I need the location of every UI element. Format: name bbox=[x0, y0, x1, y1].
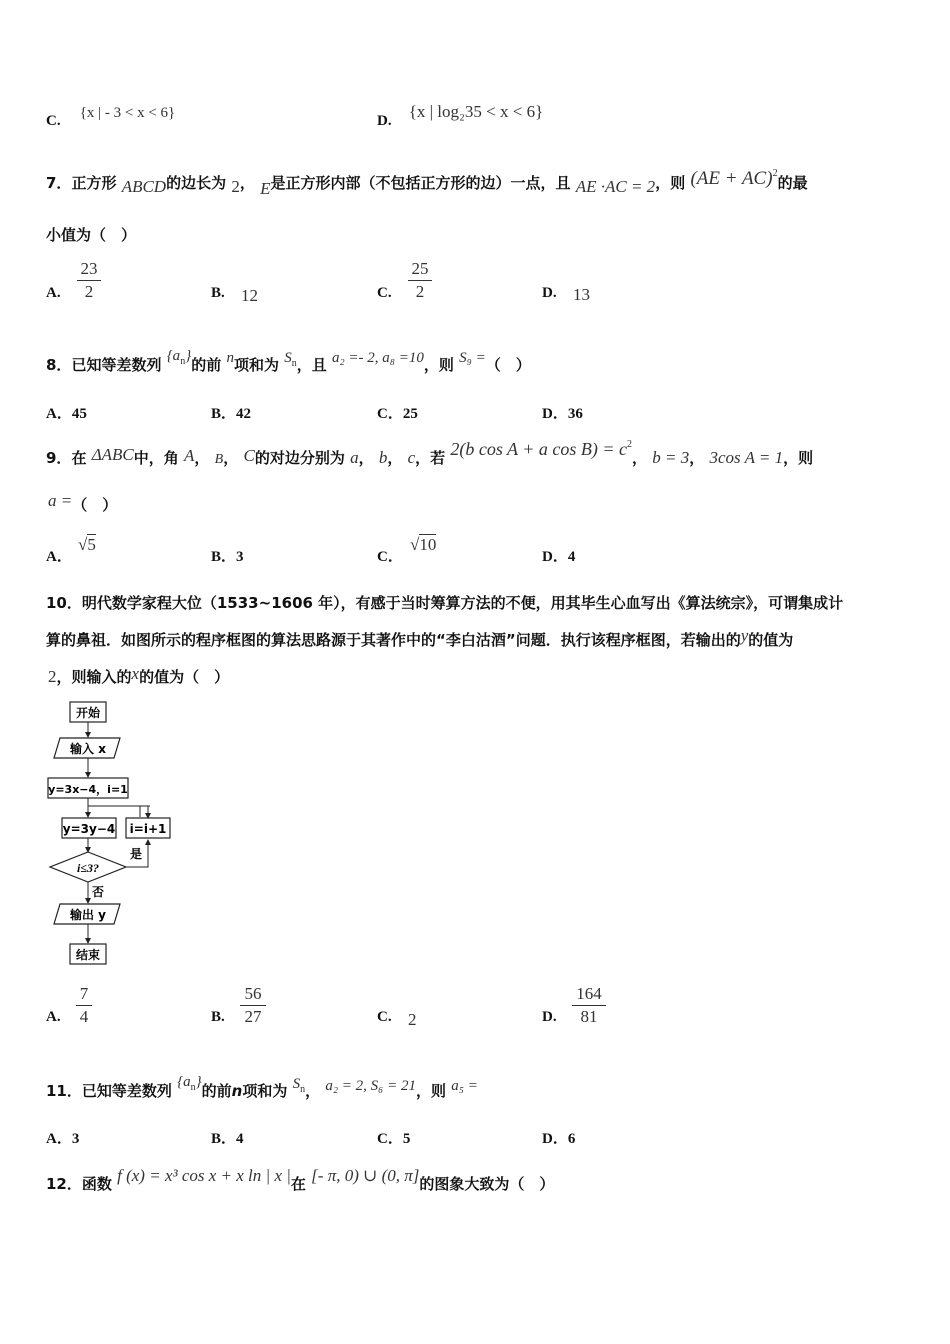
stem-text: 的值为（ ） bbox=[139, 668, 230, 686]
denominator: 27 bbox=[244, 1007, 262, 1026]
fraction-bar bbox=[240, 1005, 266, 1006]
flow-condition-text: i≤3? bbox=[77, 861, 99, 875]
math-triangle: ΔABC bbox=[91, 445, 134, 464]
option-value: 36 bbox=[567, 406, 583, 422]
math-output-value: 2 bbox=[48, 667, 57, 686]
option-label: C. bbox=[46, 113, 61, 129]
math-exponent: 2 bbox=[626, 439, 632, 450]
denominator: 2 bbox=[415, 282, 425, 301]
math-target: a = bbox=[48, 491, 73, 510]
option-value: 3 bbox=[71, 1131, 80, 1147]
q10-option-b-fraction bbox=[240, 984, 266, 1027]
stem-text: ， bbox=[387, 449, 403, 467]
q10-option-a-fraction bbox=[76, 984, 92, 1027]
math-equation bbox=[450, 439, 632, 459]
question-number: 9． bbox=[46, 449, 72, 467]
stem-text: 算的鼻祖．如图所示的程序框图的算法思路源于其著作中的“李白沽酒”问题．执行该程序框图，若输出的 bbox=[46, 631, 741, 649]
math-expr-base: (AE + AC) bbox=[690, 168, 773, 189]
stem-text: ，且 bbox=[296, 356, 327, 374]
stem-text: 的最 bbox=[777, 174, 808, 192]
q11-stem bbox=[46, 1074, 478, 1103]
q9-stem-line2 bbox=[48, 491, 118, 515]
math-subscript: n bbox=[300, 1084, 306, 1095]
q8-option-b bbox=[211, 402, 251, 423]
q8-option-c bbox=[377, 402, 418, 423]
option-value: 25 bbox=[402, 406, 418, 422]
q8-option-a bbox=[46, 402, 87, 423]
q7-option-d-label: D. bbox=[542, 285, 557, 301]
numerator: 25 bbox=[411, 259, 429, 278]
q10-option-d-label: D. bbox=[542, 1009, 557, 1025]
q7-option-b-value: 12 bbox=[241, 286, 258, 305]
math-subscript: n bbox=[180, 356, 186, 367]
stem-text: ，则 bbox=[655, 174, 686, 192]
option-label: D． bbox=[542, 1131, 568, 1147]
option-value: 3 bbox=[236, 549, 244, 565]
option-label: A． bbox=[46, 1131, 72, 1147]
math-seq-close: } bbox=[185, 348, 192, 364]
numerator: 164 bbox=[576, 984, 602, 1003]
q9-option-a-value: √5 bbox=[78, 535, 96, 554]
question-number: 12． bbox=[46, 1175, 82, 1193]
stem-text: 已知等差数列 bbox=[71, 356, 162, 374]
math-dot-product: AE ·AC = 2 bbox=[575, 177, 656, 196]
option-label: D. bbox=[377, 113, 392, 129]
q12-stem bbox=[46, 1166, 555, 1194]
option-value: 5 bbox=[402, 1131, 411, 1147]
q9-option-c-label: C． bbox=[377, 549, 403, 565]
stem-text: ， bbox=[631, 449, 647, 467]
flow-input-text: 输入 x bbox=[70, 742, 106, 756]
flow-init-text: y=3x−4，i=1 bbox=[48, 783, 128, 796]
q9-option-c-value: √10 bbox=[410, 535, 437, 554]
q7-option-b-label: B. bbox=[211, 285, 225, 301]
fraction-bar bbox=[408, 280, 432, 281]
stem-text: 已知等差数列 bbox=[81, 1082, 172, 1100]
option-label: C． bbox=[377, 406, 403, 422]
stem-text: 项和为 bbox=[233, 356, 279, 374]
q9-option-d bbox=[542, 545, 575, 566]
math-seq-open: {a bbox=[166, 348, 181, 364]
option-value: 4 bbox=[236, 1131, 244, 1147]
option-label: B． bbox=[211, 1131, 237, 1147]
denominator: 2 bbox=[84, 282, 94, 301]
stem-text: ， bbox=[689, 449, 705, 467]
option-value: {x | log₂35 < x < 6} bbox=[408, 102, 544, 121]
q9-option-b bbox=[211, 545, 244, 566]
q7-option-d-value: 13 bbox=[573, 285, 590, 304]
math-target: S₉ = bbox=[459, 350, 486, 366]
flow-start-text: 开始 bbox=[75, 706, 101, 720]
q10-stem-line3 bbox=[48, 666, 229, 687]
math-y: y bbox=[740, 626, 749, 645]
math-cos-value: 3cos A = 1 bbox=[709, 448, 784, 467]
option-label: D． bbox=[542, 549, 568, 565]
stem-text: ，则 bbox=[783, 449, 814, 467]
flow-update-i-text: i=i+1 bbox=[129, 822, 167, 836]
math-subscript: n bbox=[190, 1082, 196, 1093]
math-b-value: b = 3 bbox=[652, 448, 690, 467]
q11-option-b bbox=[211, 1127, 244, 1148]
q7-option-c-label: C. bbox=[377, 285, 392, 301]
fraction-bar bbox=[76, 1005, 92, 1006]
q10-stem-line2 bbox=[46, 626, 794, 650]
stem-text: ，则 bbox=[416, 1082, 447, 1100]
q8-option-d bbox=[542, 402, 583, 423]
denominator: 4 bbox=[79, 1007, 89, 1026]
stem-text: ， bbox=[358, 449, 374, 467]
flow-no-label: 否 bbox=[92, 885, 105, 899]
q10-option-c-value: 2 bbox=[408, 1010, 417, 1029]
math-sum bbox=[292, 1076, 306, 1095]
numerator: 23 bbox=[80, 259, 98, 278]
math-condition: a₂ =- 2, a₈ =10 bbox=[331, 350, 424, 366]
option-value: {x | - 3 < x < 6} bbox=[79, 105, 176, 121]
stem-text: （ ） bbox=[485, 356, 531, 374]
math-point: E bbox=[260, 179, 271, 198]
option-value: 4 bbox=[567, 549, 576, 565]
q10-option-a-label: A. bbox=[46, 1009, 61, 1025]
option-label: B． bbox=[211, 549, 237, 565]
math-sequence bbox=[177, 1074, 202, 1093]
q9-option-a-label: A． bbox=[46, 549, 72, 565]
stem-text: ，若 bbox=[415, 449, 446, 467]
radicand: 10 bbox=[419, 535, 437, 554]
math-condition: a₂ = 2, S₆ = 21 bbox=[325, 1078, 417, 1094]
math-expression bbox=[690, 168, 777, 189]
math-side-b: b bbox=[378, 448, 388, 467]
q7-option-a-label: A. bbox=[46, 285, 61, 301]
q11-option-d bbox=[542, 1127, 575, 1148]
math-square: ABCD bbox=[121, 177, 167, 196]
q7-stem-line2: 小值为（ ） bbox=[46, 226, 137, 244]
option-label: B． bbox=[211, 406, 237, 422]
stem-text: 的对边分别为 bbox=[254, 449, 345, 467]
q11-option-c bbox=[377, 1127, 410, 1148]
q6-option-c bbox=[46, 105, 176, 130]
flow-yes-label: 是 bbox=[130, 847, 143, 861]
stem-text: 正方形 bbox=[71, 174, 117, 192]
math-target: a₅ = bbox=[451, 1078, 478, 1094]
math-sequence bbox=[166, 348, 192, 367]
stem-text: 的值为 bbox=[748, 631, 794, 649]
flowchart bbox=[44, 700, 184, 975]
flow-update-y-text: y=3y−4 bbox=[62, 822, 116, 836]
fraction-bar bbox=[77, 280, 101, 281]
stem-text: ， bbox=[239, 174, 255, 192]
numerator: 56 bbox=[244, 984, 262, 1003]
stem-text: 是正方形内部（不包括正方形的边）一点，且 bbox=[270, 174, 571, 192]
stem-text: 在 bbox=[71, 449, 87, 467]
math-side: 2 bbox=[231, 177, 240, 196]
q9-stem-line1 bbox=[46, 439, 814, 468]
stem-text: 的前 bbox=[191, 356, 222, 374]
q10-stem-line1: 10．明代数学家程大位（1533~1606 年），有感于当时筹算方法的不便，用其毕生心血写出《算法统宗》，可谓集成计 bbox=[46, 594, 844, 612]
math-angle-c: C bbox=[243, 446, 255, 465]
math-sum-symbol: S bbox=[292, 1076, 301, 1092]
math-x: x bbox=[131, 664, 140, 683]
q10-option-c-label: C. bbox=[377, 1009, 392, 1025]
fraction-bar bbox=[572, 1005, 606, 1006]
math-subscript: n bbox=[291, 358, 297, 369]
flow-output-text: 输出 y bbox=[69, 908, 107, 922]
stem-text: ，则 bbox=[423, 356, 454, 374]
math-seq-open: {a bbox=[177, 1074, 191, 1090]
flow-end-text: 结束 bbox=[75, 948, 101, 962]
math-equation-body: 2(b cos A + a cos B) = c bbox=[450, 439, 627, 459]
stem-text: 项和为 bbox=[242, 1082, 288, 1100]
math-side-c: c bbox=[407, 448, 416, 467]
q6-option-d bbox=[377, 102, 544, 130]
math-seq-close: } bbox=[195, 1074, 202, 1090]
math-side-a: a bbox=[350, 448, 359, 467]
stem-text: ， bbox=[305, 1082, 321, 1100]
math-n: n bbox=[231, 1082, 243, 1100]
denominator: 81 bbox=[580, 1007, 598, 1026]
question-number: 11． bbox=[46, 1082, 82, 1100]
math-exponent: 2 bbox=[772, 168, 778, 179]
numerator: 7 bbox=[79, 984, 89, 1003]
stem-text: ， bbox=[194, 449, 210, 467]
radicand: 5 bbox=[87, 535, 96, 554]
math-domain: [- π, 0) ∪ (0, π] bbox=[311, 1166, 420, 1185]
option-value: 42 bbox=[236, 406, 252, 422]
question-number: 8． bbox=[46, 356, 72, 374]
stem-text: （ ） bbox=[72, 496, 118, 514]
math-sum bbox=[284, 350, 297, 369]
math-function: f (x) = x³ cos x + x ln | x | bbox=[117, 1166, 291, 1185]
q10-option-d-fraction bbox=[572, 984, 606, 1027]
option-label: A． bbox=[46, 406, 72, 422]
stem-text: 的前 bbox=[201, 1082, 232, 1100]
q8-stem bbox=[46, 348, 531, 377]
stem-text: 的边长为 bbox=[166, 174, 227, 192]
stem-text: 的图象大致为（ ） bbox=[419, 1175, 555, 1193]
option-value: 45 bbox=[71, 406, 87, 422]
option-label: C． bbox=[377, 1131, 403, 1147]
stem-text: ， bbox=[223, 449, 239, 467]
option-label: D． bbox=[542, 406, 568, 422]
q11-option-a bbox=[46, 1127, 79, 1148]
option-value: 6 bbox=[567, 1131, 576, 1147]
stem-text: 在 bbox=[290, 1175, 306, 1193]
q7-stem-line1 bbox=[46, 168, 808, 198]
q10-option-b-label: B. bbox=[211, 1009, 225, 1025]
stem-text: 中，角 bbox=[133, 449, 179, 467]
math-sum-symbol: S bbox=[284, 350, 292, 366]
stem-text: 函数 bbox=[81, 1175, 112, 1193]
question-number: 7． bbox=[46, 174, 72, 192]
q7-option-c-fraction bbox=[408, 259, 432, 302]
q7-option-a-fraction bbox=[77, 259, 101, 302]
math-angle-a: A bbox=[184, 446, 195, 465]
math-n: n bbox=[226, 350, 234, 366]
math-angle-b: B bbox=[214, 452, 224, 467]
stem-text: ，则输入的 bbox=[56, 668, 132, 686]
